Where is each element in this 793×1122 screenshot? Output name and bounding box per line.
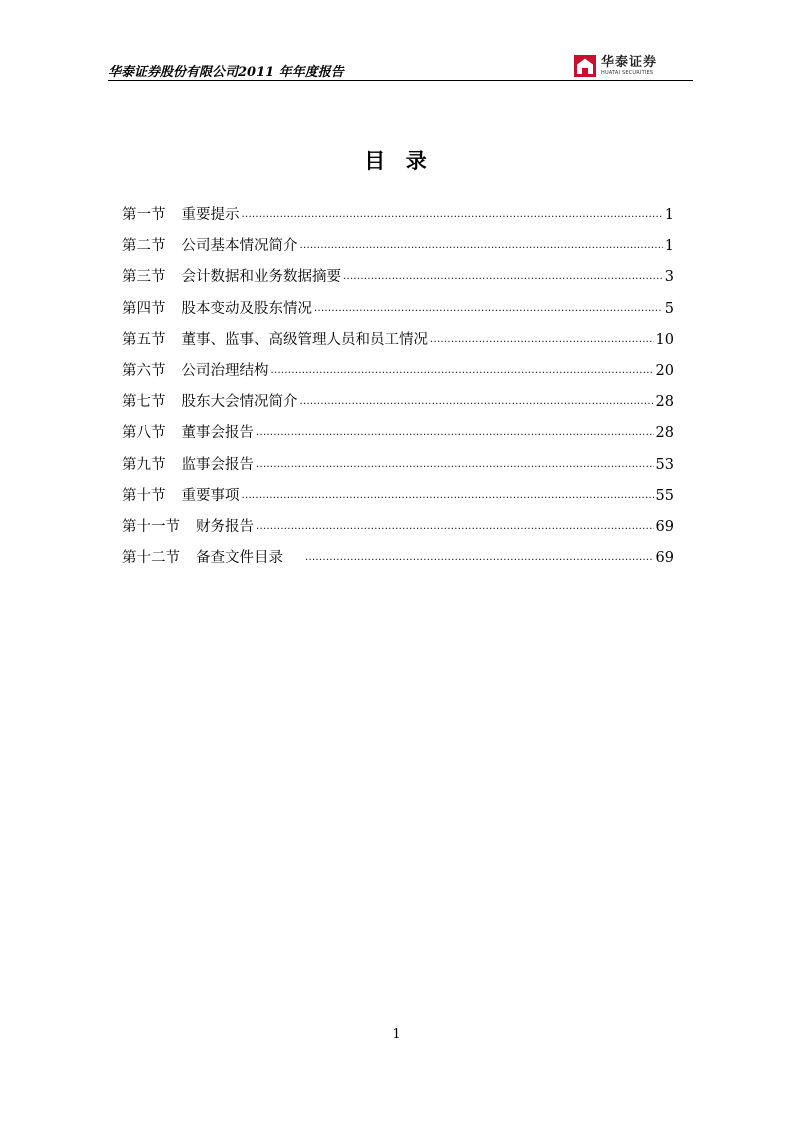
toc-section: 第六节	[122, 362, 166, 379]
toc-section: 第四节	[122, 300, 166, 317]
toc-section: 第七节	[122, 394, 166, 411]
toc-section: 第三节	[122, 269, 166, 286]
toc-page-number: 69	[655, 550, 674, 567]
toc-leader-dots	[300, 240, 663, 251]
table-of-contents	[122, 203, 674, 577]
toc-page-number: 5	[664, 300, 674, 317]
logo-chinese-name: 华泰证券	[600, 55, 657, 70]
toc-section: 第八节	[122, 425, 166, 442]
toc-page-number: 28	[655, 425, 674, 442]
toc-page-number: 1	[664, 238, 674, 255]
logo-text	[601, 56, 657, 76]
toc-entry[interactable]	[122, 203, 674, 234]
toc-entry[interactable]	[122, 390, 674, 421]
toc-entry-title: 股本变动及股东情况	[181, 300, 312, 317]
toc-entry[interactable]	[122, 265, 674, 296]
toc-title: 目 录	[364, 148, 429, 173]
toc-entry-title: 重要提示	[181, 207, 240, 223]
toc-entry-title: 董事会报告	[181, 425, 254, 442]
toc-entry[interactable]	[122, 453, 674, 484]
toc-entry[interactable]	[122, 359, 674, 390]
toc-entry-title: 重要事项	[181, 487, 240, 504]
toc-section: 第十一节	[122, 518, 180, 535]
toc-section: 第五节	[122, 331, 166, 348]
toc-entry-title: 财务报告	[196, 518, 254, 535]
toc-entry-title: 会计数据和业务数据摘要	[181, 269, 341, 286]
toc-page-number: 20	[655, 362, 674, 379]
logo-english-name: HUATAI SECURITIES	[600, 70, 654, 76]
toc-page-number: 69	[655, 518, 674, 535]
toc-leader-dots	[271, 365, 654, 376]
toc-entry-title: 公司治理结构	[181, 362, 269, 379]
toc-leader-dots	[300, 396, 654, 407]
toc-page-number: 55	[655, 487, 674, 504]
toc-entry[interactable]	[122, 328, 674, 359]
toc-leader-dots	[314, 303, 663, 314]
toc-entry[interactable]	[122, 297, 674, 328]
toc-entry-title: 备查文件目录	[196, 550, 283, 567]
company-logo	[574, 54, 657, 78]
toc-section: 第十节	[122, 487, 166, 504]
toc-leader-dots	[242, 209, 663, 220]
toc-leader-dots	[256, 427, 654, 438]
toc-entry-title: 监事会报告	[181, 456, 254, 473]
page-number: 1	[392, 1027, 401, 1042]
toc-entry-title: 董事、监事、高级管理人员和员工情况	[181, 331, 428, 348]
toc-leader-dots	[305, 552, 654, 563]
toc-page-number: 53	[655, 456, 674, 473]
toc-entry-title: 公司基本情况简介	[181, 238, 298, 255]
toc-leader-dots	[430, 334, 654, 345]
toc-page-number: 1	[664, 207, 674, 223]
huatai-logo-icon	[574, 55, 596, 77]
toc-section: 第十二节	[122, 550, 180, 567]
toc-entry[interactable]	[122, 546, 674, 577]
page-header	[108, 50, 693, 81]
toc-page-number: 3	[664, 269, 674, 286]
header-title: 华泰证券股份有限公司2011 年年度报告	[108, 65, 344, 80]
toc-entry-title: 股东大会情况简介	[181, 394, 298, 411]
toc-leader-dots	[256, 459, 654, 470]
toc-leader-dots	[343, 271, 663, 282]
toc-entry[interactable]	[122, 421, 674, 452]
toc-leader-dots	[242, 490, 654, 501]
toc-page-number: 28	[655, 394, 674, 411]
toc-page-number: 10	[655, 331, 674, 348]
toc-leader-dots	[256, 521, 654, 532]
toc-entry[interactable]	[122, 515, 674, 546]
toc-entry[interactable]	[122, 484, 674, 515]
toc-entry[interactable]	[122, 234, 674, 265]
toc-section: 第九节	[122, 456, 166, 473]
toc-section: 第二节	[122, 238, 166, 255]
toc-section: 第一节	[122, 207, 166, 223]
